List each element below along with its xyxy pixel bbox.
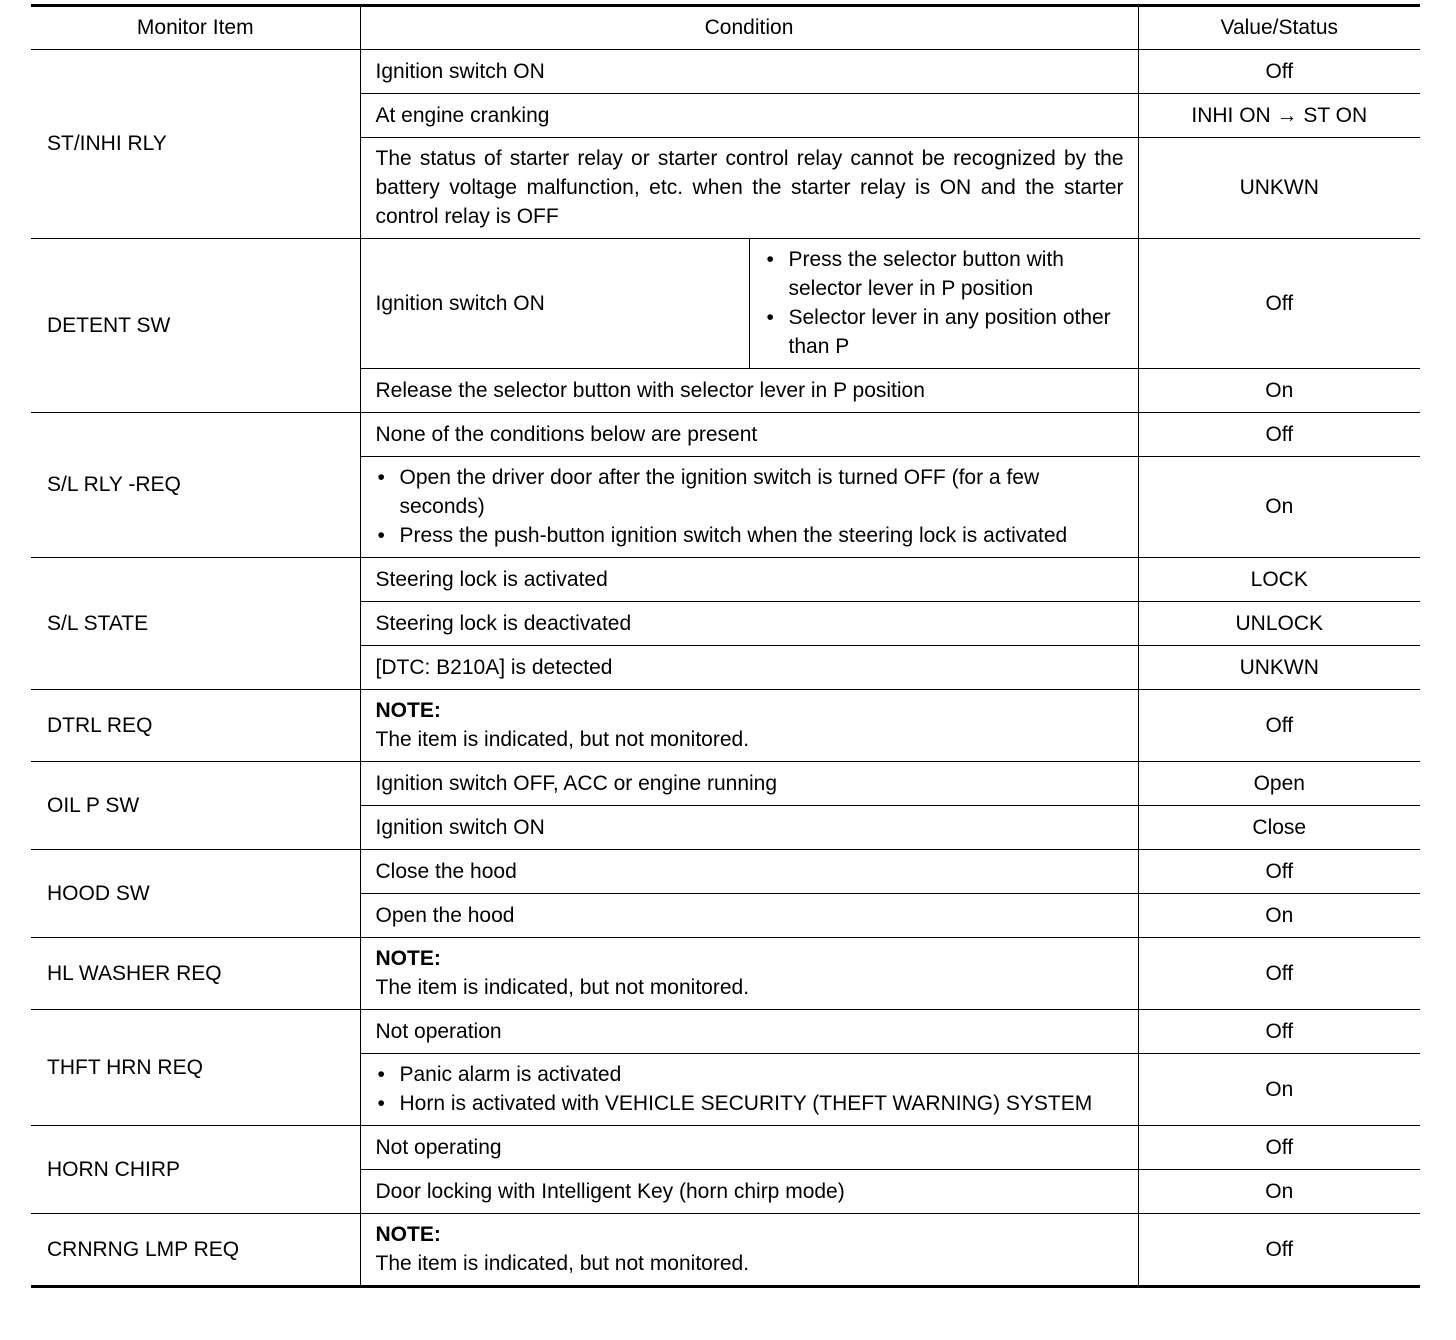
condition-cell: Steering lock is deactivated (360, 602, 1138, 646)
value-cell: LOCK (1138, 558, 1420, 602)
condition-detail-cell (749, 239, 1138, 369)
condition-cell: Door locking with Intelligent Key (horn chirp mode) (360, 1170, 1138, 1214)
monitor-item: HL WASHER REQ (31, 938, 360, 1010)
header-value-status: Value/Status (1138, 6, 1420, 50)
note-text: The item is indicated, but not monitored. (375, 976, 750, 999)
condition-cell: Close the hood (360, 850, 1138, 894)
condition-cell (360, 1214, 1138, 1287)
value-cell: On (1138, 1054, 1420, 1126)
monitor-item-table (31, 4, 1420, 1288)
condition-cell: Steering lock is activated (360, 558, 1138, 602)
value-cell: Off (1138, 850, 1420, 894)
value-cell: Off (1138, 239, 1420, 369)
condition-cell: [DTC: B210A] is detected (360, 646, 1138, 690)
condition-cell: Not operating (360, 1126, 1138, 1170)
note-label: NOTE: (375, 947, 441, 970)
table-row (31, 50, 1420, 94)
value-cell: Off (1138, 50, 1420, 94)
value-cell: INHI ON → ST ON (1138, 94, 1420, 138)
table-row (31, 938, 1420, 1010)
condition-cell (360, 1054, 1138, 1126)
monitor-item: DTRL REQ (31, 690, 360, 762)
header-row (31, 6, 1420, 50)
monitor-item: CRNRNG LMP REQ (31, 1214, 360, 1287)
table-row (31, 239, 1420, 369)
value-cell: On (1138, 369, 1420, 413)
list-item: • Horn is activated with VEHICLE SECURITY (THEFT WARNING) SYSTEM (376, 1089, 1124, 1118)
condition-cell: Ignition switch OFF, ACC or engine running (360, 762, 1138, 806)
note-text: The item is indicated, but not monitored. (375, 1252, 750, 1275)
condition-cell: Not operation (360, 1010, 1138, 1054)
value-cell: Off (1138, 1126, 1420, 1170)
monitor-item: ST/INHI RLY (31, 50, 360, 239)
table-row (31, 413, 1420, 457)
value-cell: Off (1138, 413, 1420, 457)
value-cell: On (1138, 457, 1420, 558)
bullet-list (765, 245, 1124, 361)
value-cell: Close (1138, 806, 1420, 850)
list-item: • Press the selector button with selector lever in P position (765, 245, 1124, 303)
table-row (31, 1126, 1420, 1170)
value-cell: Off (1138, 1214, 1420, 1287)
note-label: NOTE: (375, 1223, 441, 1246)
note-text: The item is indicated, but not monitored. (375, 728, 750, 751)
condition-cell: Release the selector button with selector lever in P position (360, 369, 1138, 413)
table-row (31, 762, 1420, 806)
value-cell: UNKWN (1138, 138, 1420, 239)
monitor-item: THFT HRN REQ (31, 1010, 360, 1126)
value-cell: UNKWN (1138, 646, 1420, 690)
condition-cell: Ignition switch ON (360, 806, 1138, 850)
condition-cell: Ignition switch ON (360, 239, 749, 369)
condition-cell (360, 690, 1138, 762)
table-row (31, 558, 1420, 602)
condition-cell: Open the hood (360, 894, 1138, 938)
condition-cell (360, 938, 1138, 1010)
condition-cell: The status of starter relay or starter control relay cannot be recognized by the battery voltage malfunction, etc. when the starter relay is ON and the starter control relay is OFF (360, 138, 1138, 239)
table-row (31, 1010, 1420, 1054)
list-item: • Open the driver door after the ignition switch is turned OFF (for a few seconds) (376, 463, 1124, 521)
condition-cell: None of the conditions below are present (360, 413, 1138, 457)
value-cell: Off (1138, 1010, 1420, 1054)
table-row (31, 850, 1420, 894)
condition-cell (360, 457, 1138, 558)
condition-cell: At engine cranking (360, 94, 1138, 138)
bullet-list (376, 463, 1124, 550)
header-condition: Condition (360, 6, 1138, 50)
monitor-item: HOOD SW (31, 850, 360, 938)
list-item: • Press the push-button ignition switch when the steering lock is activated (376, 521, 1124, 550)
table-row (31, 1214, 1420, 1287)
monitor-item: OIL P SW (31, 762, 360, 850)
value-cell: On (1138, 894, 1420, 938)
monitor-item: DETENT SW (31, 239, 360, 413)
list-item: • Panic alarm is activated (376, 1060, 1124, 1089)
bullet-list (376, 1060, 1124, 1118)
note-label: NOTE: (375, 699, 441, 722)
value-cell: UNLOCK (1138, 602, 1420, 646)
header-monitor-item: Monitor Item (31, 6, 360, 50)
value-cell: On (1138, 1170, 1420, 1214)
list-item: • Selector lever in any position other than P (765, 303, 1124, 361)
value-cell: Off (1138, 938, 1420, 1010)
table-row (31, 690, 1420, 762)
value-cell: Open (1138, 762, 1420, 806)
monitor-item: S/L STATE (31, 558, 360, 690)
condition-cell: Ignition switch ON (360, 50, 1138, 94)
monitor-item: HORN CHIRP (31, 1126, 360, 1214)
monitor-item: S/L RLY -REQ (31, 413, 360, 558)
value-cell: Off (1138, 690, 1420, 762)
